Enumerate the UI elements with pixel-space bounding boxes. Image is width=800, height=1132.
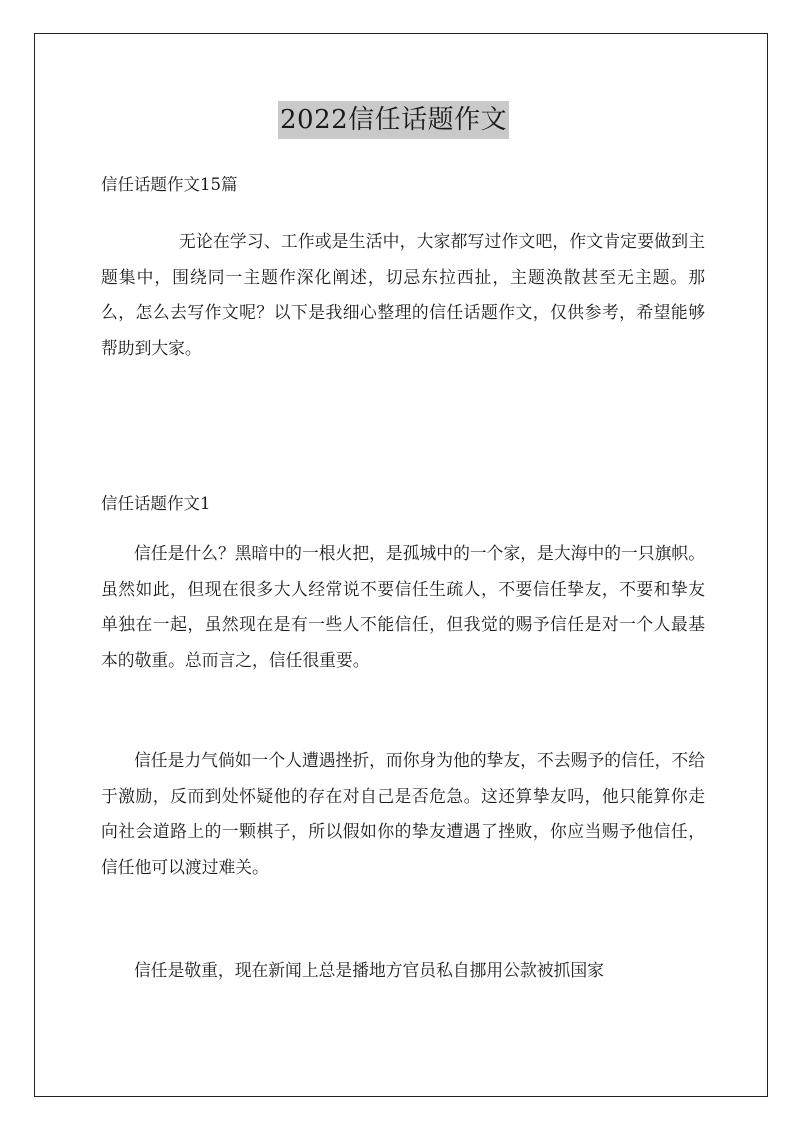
document-subtitle: 信任话题作文15篇 (101, 175, 238, 194)
document-title: 2022信任话题作文 (278, 101, 509, 139)
body-paragraph-2: 信任是力气倘如一个人遭遇挫折，而你身为他的挚友，不去赐予的信任，不给于激励，反而到处怀疑他的存在对自己是否危急。这还算挚友吗，他只能算你走向社会道路上的一颗棋子，所以假如你的挚友遭遇了挫败，你应当赐予他信任，信任他可以渡过难关。 (101, 750, 705, 877)
body-paragraph-1: 信任是什么？黑暗中的一根火把，是孤城中的一个家，是大海中的一只旗帜。虽然如此，但现在很多大人经常说不要信任生疏人，不要信任挚友，不要和挚友单独在一起，虽然现在是有一些人不能信任，但我觉的赐予信任是对一个人最基本的敬重。总而言之，信任很重要。 (101, 543, 705, 670)
intro-paragraph: 无论在学习、工作或是生活中，大家都写过作文吧，作文肯定要做到主题集中，围绕同一主题作深化阐述，切忌东拉西扯，主题涣散甚至无主题。那么，怎么去写作文呢？以下是我细心整理的信任话题作文，仅供参考，希望能够帮助到大家。 (101, 231, 705, 358)
section-heading: 信任话题作文1 (101, 494, 211, 513)
body-paragraph-3: 信任是敬重，现在新闻上总是播地方官员私自挪用公款被抓国家 (134, 960, 604, 980)
